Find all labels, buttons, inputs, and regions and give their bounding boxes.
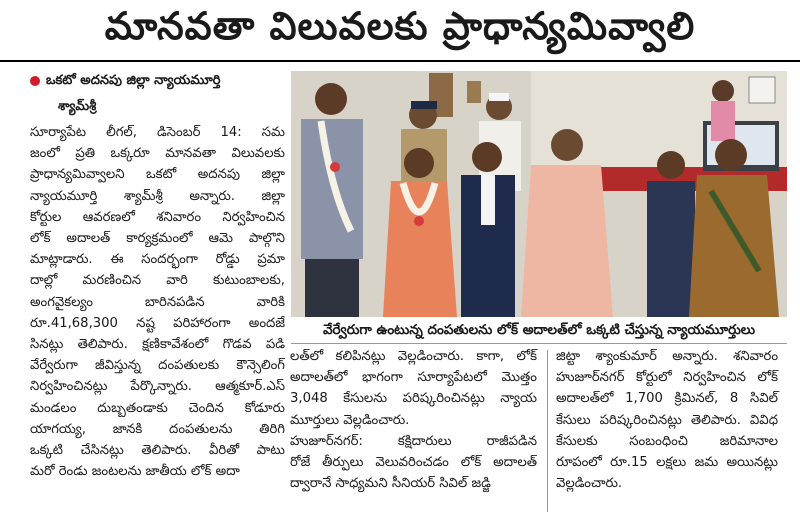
woman-orange-saree [383, 181, 457, 317]
article-line: రోజే తీర్పులు వెలువరించడం లోక్ అదాలత్ [290, 455, 537, 471]
photo-caption: వేర్వేరుగా ఉంటున్న దంపతులను లోక్ అదాలత్‌లో ఒక్కటి చేస్తున్న న్యాయమూర్తులు [291, 317, 787, 344]
article-line: దాల్లో మరణించిన వారి కుటుంబాలకు, [30, 273, 285, 289]
wall-frame-small [467, 81, 481, 103]
garland-flower-woman [414, 216, 424, 226]
article-line: నిర్వహించినట్లు పేర్కొన్నారు. ఆత్మకూర్.ఎస్ [30, 379, 285, 395]
kicker [30, 68, 285, 120]
white-cap [489, 93, 509, 101]
person-staff-head [712, 80, 734, 102]
judge-blazer-head [472, 142, 502, 172]
article-line: మరో రెండు జంటలను జాతీయ లోక్ అదా [30, 464, 240, 480]
article-line: రూ.41,68,300 నష్ట పరిహారంగా అందజే [30, 315, 285, 331]
woman-patterned-head [715, 139, 747, 171]
article-line: న్యాయమూర్తి శ్యామ్‌శ్రీ అన్నారు. జిల్లా [30, 188, 285, 204]
kicker-line-1: ఒకటో అదనపు జిల్లా న్యాయమూర్తి [46, 73, 221, 88]
article-line: జంలో ప్రతి ఒక్కరూ మానవతా విలువలకు [30, 146, 285, 162]
garland-flower [330, 162, 340, 172]
article-line: యాగయ్య, జానకి దంపతులను తిరిగి [30, 421, 285, 437]
woman-orange-head [404, 148, 434, 178]
article-line: ప్రాధాన్యమివ్వాలని ఒకటో అదనపు జిల్లా [30, 167, 285, 183]
article-line: జిట్టా శ్యాంకుమార్ అన్నారు. శనివారం [556, 349, 778, 364]
article-column-1 [30, 122, 285, 482]
bullet-dot-icon [30, 76, 40, 86]
kicker-row [30, 68, 285, 94]
column-divider [547, 350, 548, 512]
judge-white-shirt [481, 175, 495, 225]
judge-pink-saree [521, 165, 613, 317]
kicker-line-2: శ్యామ్‌శ్రీ [58, 99, 97, 114]
person-staff-body [711, 101, 735, 141]
headline: మానవతా విలువలకు ప్రాధాన్యమివ్వాలి [104, 4, 696, 48]
article-line: ఒక్కటి చేసినట్లు తెలిపారు. వీరితో పాటు [30, 443, 285, 459]
article-line: లత్‌లో కలిపినట్లు వెల్లడించారు. కాగా, లోక్ [290, 349, 537, 364]
woman-patterned-saree [689, 175, 779, 317]
man-head [315, 83, 347, 115]
photo-illustration [291, 71, 787, 317]
judge-pink-head [551, 129, 583, 161]
article-line: లోక్ అదాలత్ కార్యక్రమంలో ఆమె పాల్గొని [30, 231, 285, 247]
article-line: మూర్తులు వెల్లడించారు. [290, 412, 410, 428]
article-line: 3,048 కేసులను పరిష్కరించినట్లు న్యాయ [290, 391, 537, 407]
article-line: ద్వారానే సాధ్యమని సీనియర్ సివిల్ జడ్జి [290, 476, 491, 492]
article-line: సూర్యాపేట లీగల్, డిసెంబర్ 14: సమ [30, 125, 285, 140]
article-line: అదాలత్‌లో 1,700 క్రిమినల్, 8 సివిల్ [556, 391, 778, 407]
article-line: సినట్లు తెలిపారు. క్షణికావేశంలో గొడవ పడి [30, 337, 285, 353]
article-line: అదాలత్‌లో భాగంగా సూర్యాపేటలో మొత్తం [290, 370, 537, 386]
man-trousers [305, 259, 359, 317]
woman-dark-blazer-head [657, 151, 685, 179]
article-line: రూపంలో రూ.15 లక్షలు జమ అయినట్లు [556, 455, 778, 471]
article-line: హుజూర్‌నగర్ కోర్టులో నిర్వహించిన లోక్ [556, 370, 778, 386]
article-line: మండలం దుబ్బతండాకు చెందిన కోడూరు [30, 400, 285, 416]
article-line: మాట్లాడారు. ఈ సందర్భంగా రోడ్డు ప్రమా [30, 252, 285, 268]
article-subhead-line: హుజూర్‌నగర్: కక్షిదారులు రాజీపడిన [290, 433, 537, 449]
woman-dark-blazer [647, 181, 695, 317]
article-column-3 [556, 346, 778, 494]
police-cap [411, 101, 437, 109]
article-line: వేర్వేరుగా జీవిస్తున్న దంపతులకు కౌన్సెలింగ్ [30, 358, 285, 374]
wall-notice [749, 77, 775, 103]
article-line: కోర్టుల ఆవరణలో శనివారం నిర్వహించిన [30, 209, 285, 225]
article-line: వెల్లడించారు. [556, 476, 623, 492]
headline-rule [0, 60, 800, 62]
article-line: కేసులకు సంబంధించి జరిమానాల [556, 433, 778, 449]
article-column-2 [290, 346, 537, 494]
article-line: అంగవైకల్యం బారినపడిన వారికి [30, 294, 285, 310]
news-photo [291, 71, 787, 317]
article-line: కేసులు పరిష్కరించినట్లు తెలిపారు. వివిధ [556, 412, 778, 428]
